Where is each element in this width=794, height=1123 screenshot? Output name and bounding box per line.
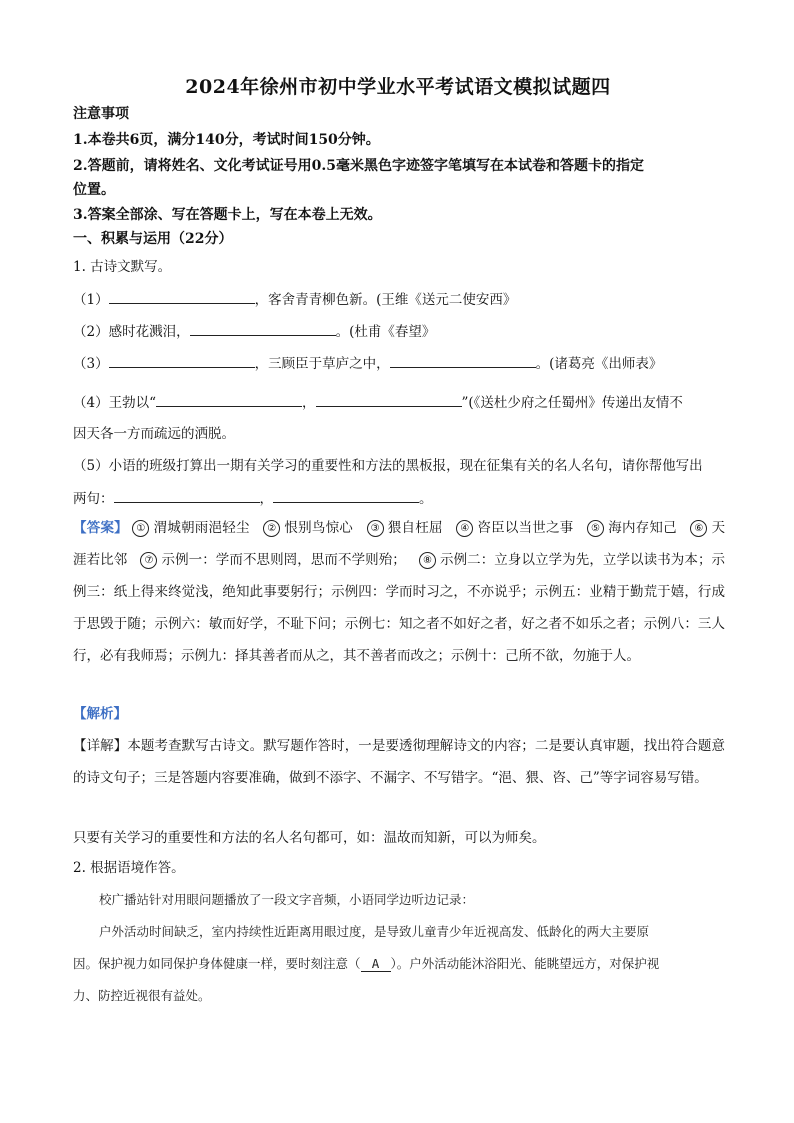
answer-4: 咨臣以当世之事: [477, 520, 574, 536]
q2-passage-line-3: 力、防控近视很有益处。: [73, 988, 211, 1003]
q1-l4-post: ”(《送杜少府之任蜀州》传递出友情不: [461, 395, 683, 411]
circled-number-6: ⑥: [690, 520, 707, 537]
q1-line-4: [73, 392, 683, 413]
circled-number-4: ④: [456, 520, 473, 537]
q2-p2-pre: 因。保护视力如同保护身体健康一样，要时刻注意（: [73, 956, 361, 971]
answer-blank[interactable]: [190, 321, 336, 336]
analysis-detail: 【详解】本题考查默写古诗文。默写题作答时，一是要透彻理解诗文的内容；二是要认真审题，找出符合题意的诗文句子；三是答题内容要准确，做到不添字、不漏字、不写错字。“浥、猥、咨、己”等字词容易写错。: [73, 738, 725, 786]
answer-tag: 【答案】: [73, 520, 128, 536]
q1-line-3: [73, 353, 662, 374]
q1-l3-post: 。(诸葛亮《出师表》: [535, 356, 663, 372]
q1-l3-mid: ，三顾臣于草庐之中，: [254, 356, 390, 372]
circled-number-2: ②: [263, 520, 280, 537]
answer-blank[interactable]: [390, 353, 536, 368]
notice-item-2-cont: 位置。: [73, 182, 115, 198]
circled-number-1: ①: [132, 520, 149, 537]
section-heading: 一、积累与运用（22分）: [73, 231, 233, 247]
answer-8: 示例二：立身以立学为先，立学以读书为本；示例三：纸上得来终觉浅，绝知此事要躬行；示例四：学而时习之，不亦说乎；示例五：业精于勤荒于嬉，行成于思毁于随；示例六：敏而好学，不耻下问；示例七：知之者不如好之者，好之者不如乐之者；示例八：三人行，必有我师焉；示例九：择其善者而从之，其不善者而改之；示例十：己所不欲，勿施于人。: [73, 552, 726, 664]
q1-line-4-cont: 因天各一方而疏远的洒脱。: [73, 426, 235, 442]
q1-l1-post: ，客舍青青柳色新。(王维《送元二使安西》: [254, 292, 517, 308]
answer-blank[interactable]: [273, 488, 419, 503]
circled-number-7: ⑦: [140, 552, 157, 569]
q1-line-2: [73, 321, 435, 342]
answer-2: 恨别鸟惊心: [284, 520, 354, 536]
blank-a[interactable]: A: [361, 956, 391, 972]
answer-blank[interactable]: [156, 392, 302, 407]
analysis-extra: 只要有关学习的重要性和方法的名人名句都可，如：温故而知新，可以为师矣。: [73, 830, 546, 846]
q2-intro: 校广播站针对用眼问题播放了一段文字音频，小语同学边听边记录：: [99, 892, 475, 907]
answer-7: 示例一：学而不思则罔，思而不学则殆；: [161, 552, 406, 568]
q1-l3-pre: （3）: [73, 356, 109, 372]
q1-line-1: [73, 289, 516, 310]
q1-line-5: （5）小语的班级打算出一期有关学习的重要性和方法的黑板报，现在征集有关的名人名句，请你帮他写出: [73, 458, 703, 474]
q2-p2-post: ）。户外活动能沐浴阳光、能眺望远方，对保护视: [390, 956, 660, 971]
answer-blank[interactable]: [114, 488, 260, 503]
q1-l4-mid: ，: [302, 395, 316, 411]
q1-l2-post: 。(杜甫《春望》: [335, 324, 436, 340]
answer-6: 天涯若比邻: [73, 520, 726, 568]
q1-l1-pre: （1）: [73, 292, 109, 308]
page-title: 2024年徐州市初中学业水平考试语文模拟试题四: [185, 76, 611, 98]
answer-blank[interactable]: [109, 289, 255, 304]
q2-passage-line-2: [73, 954, 659, 972]
q1-l5-post: 。: [419, 491, 433, 507]
q2-passage-line-1: 户外活动时间缺乏，室内持续性近距离用眼过度，是导致儿童青少年近视高发、低龄化的两大主要原: [99, 924, 650, 939]
q1-line-5-cont: [73, 488, 433, 509]
notice-heading: 注意事项: [73, 106, 129, 122]
circled-number-8: ⑧: [419, 552, 436, 569]
analysis-tag: 【解析】: [73, 706, 127, 722]
q1-l5-pre: 两句：: [73, 491, 114, 507]
answer-blank[interactable]: [109, 353, 255, 368]
answer-5: 海内存知己: [608, 520, 677, 536]
answer-block: [73, 512, 725, 672]
q1-l5-mid: ，: [259, 491, 273, 507]
notice-item-3: 3.答案全部涂、写在答题卡上，写在本卷上无效。: [73, 207, 382, 223]
notice-item-1: 1.本卷共6页，满分140分，考试时间150分钟。: [73, 132, 380, 148]
circled-number-5: ⑤: [587, 520, 604, 537]
answer-3: 猥自枉屈: [387, 520, 443, 536]
circled-number-3: ③: [367, 520, 384, 537]
question-2-stem: 2. 根据语境作答。: [73, 860, 185, 876]
answer-1: 渭城朝雨浥轻尘: [153, 520, 250, 536]
notice-item-2: 2.答题前，请将姓名、文化考试证号用0.5毫米黑色字迹签字笔填写在本试卷和答题卡的指定: [73, 158, 644, 174]
answer-blank[interactable]: [316, 392, 462, 407]
question-1-stem: 1. 古诗文默写。: [73, 259, 172, 275]
q1-l4-pre: （4）王勃以“: [73, 395, 156, 411]
q1-l2-pre: （2）感时花溅泪，: [73, 324, 190, 340]
